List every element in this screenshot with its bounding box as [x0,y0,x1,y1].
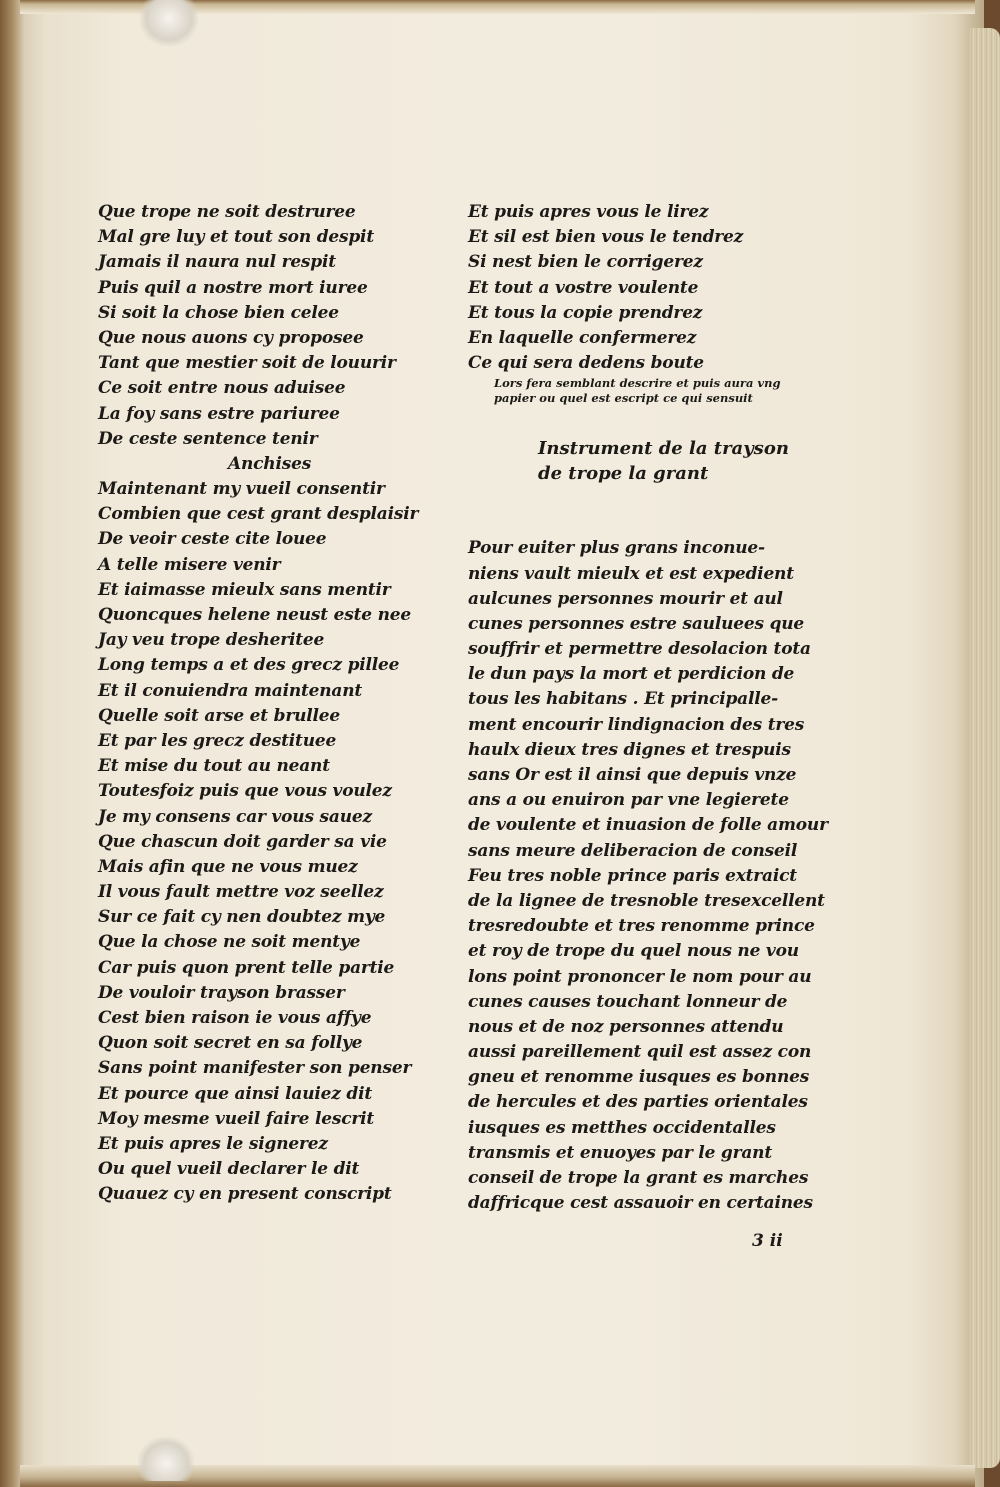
verse-line: Si nest bien le corrigerez [468,252,703,273]
verse-line: Long temps a et des grecz pillee [98,655,400,676]
verse-line: Ce soit entre nous aduisee [98,378,346,399]
verse-line: Ce qui sera dedens boute [468,353,704,374]
prose-line: ans a ou enuiron par vne legierete [468,790,789,811]
verse-line: De vouloir trayson brasser [98,982,345,1003]
prose-line: haulx dieux tres dignes et trespuis [468,739,791,760]
prose-line: lons point prononcer le nom pour au [468,966,812,987]
verse-line: Je my consens car vous sauez [98,806,372,827]
verse-line: Jay veu trope desheritee [98,630,325,651]
verse-line: Quelle soit arse et brullee [98,705,340,726]
verse-line: En laquelle confermerez [468,327,697,348]
prose-line: transmis et enuoyes par le grant [468,1142,772,1163]
prose-line: aulcunes personnes mourir et aul [468,588,783,609]
stage-direction [468,376,828,406]
verse-line: Et mise du tout au neant [98,756,330,777]
prose-line: aussi pareillement quil est assez con [468,1042,812,1063]
verse-line: Mais afin que ne vous muez [98,856,358,877]
verse-line: Que chascun doit garder sa vie [98,831,387,852]
prose-line: iusques es metthes occidentalles [468,1117,776,1138]
prose-line: cunes causes touchant lonneur de [468,991,788,1012]
prose-line: cunes personnes estre sauluees que [468,613,805,634]
verse-line: A telle misere venir [98,554,281,575]
verse-line: La foy sans estre pariuree [98,403,340,424]
verse-line: Jamais il naura nul respit [98,252,336,273]
verse-line: Car puis quon prent telle partie [98,957,395,978]
verse-line: De ceste sentence tenir [98,428,318,449]
prose-line: sans meure deliberacion de conseil [468,840,798,861]
verse-line: Quon soit secret en sa follye [98,1033,363,1054]
prose-line: nous et de noz personnes attendu [468,1016,784,1037]
verse-line: Et puis apres le signerez [98,1133,328,1154]
verse-line: Cest bien raison ie vous affye [98,1008,372,1028]
verse-line: Et iaimasse mieulx sans mentir [98,579,391,600]
verse-line: Et pource que ainsi lauiez dit [98,1083,372,1104]
title-line: de trope la grant [538,463,709,485]
verse-line: Toutesfoiz puis que vous voulez [98,781,392,802]
left-text-column [98,200,458,1208]
speaker-name: Anchises [228,453,312,474]
prose-line: Pour euiter plus grans inconue- [468,538,765,559]
book-gutter [0,0,24,1487]
verse-line: Et il conuiendra maintenant [98,680,363,701]
prose-line: Feu tres noble prince paris extraict [468,865,797,886]
verse-line: Sans point manifester son penser [98,1058,412,1079]
verse-line: Et puis apres vous le lirez [468,202,709,222]
verse-line: Combien que cest grant desplaisir [98,504,419,525]
verse-line: Et tous la copie prendrez [468,302,703,323]
verse-line: Et tout a vostre voulente [468,277,699,298]
verse-line: Moy mesme vueil faire lescrit [98,1108,375,1129]
verse-line: Ou quel vueil declarer le dit [98,1159,360,1180]
stage-direction-line: papier ou quel est escript ce qui sensuit [494,391,753,406]
verse-line: Que nous auons cy proposee [98,327,364,348]
verse-line: Que trope ne soit destruree [98,202,356,222]
title-line: Instrument de la trayson [538,438,789,460]
prose-line: tresredoubte et tres renomme prince [468,916,815,937]
prose-line: gneu et renomme iusques es bonnes [468,1067,810,1088]
stage-direction-line: Lors fera semblant descrire et puis aura vng [494,376,781,391]
page-clip-bottom [138,1437,194,1481]
verse-line: Mal gre luy et tout son despit [98,227,374,248]
verse-line: Maintenant my vueil consentir [98,479,385,500]
prose-line: de voulente et inuasion de folle amour [468,815,828,836]
verse-line: De veoir ceste cite louee [98,529,327,550]
verse-line: Tant que mestier soit de louurir [98,353,396,374]
page-fore-edge [970,28,1000,1468]
signature-mark: 3 ii [752,1231,783,1251]
verse-line: Et sil est bien vous le tendrez [468,227,744,248]
prose-paragraph [468,536,828,1216]
verse-line: Quauez cy en present conscript [98,1184,392,1205]
prose-line: de hercules et des parties orientales [468,1092,808,1113]
verse-line: Si soit la chose bien celee [98,302,339,323]
verse-line: Puis quil a nostre mort iuree [98,277,368,298]
prose-line: conseil de trope la grant es marches [468,1168,809,1188]
prose-line: ment encourir lindignacion des tres [468,714,805,735]
prose-line: souffrir et permettre desolacion tota [468,639,811,660]
verse-line: Quoncques helene neust este nee [98,605,411,625]
prose-line: de la lignee de tresnoble tresexcellent [468,890,825,911]
page-clip-top [140,0,198,46]
prose-line: daffricque cest assauoir en certaines [468,1193,813,1214]
prose-line: le dun pays la mort et perdicion de [468,664,795,685]
verse-line: Que la chose ne soit mentye [98,932,361,953]
verse-line: Et par les grecz destituee [98,730,337,751]
section-title [468,436,828,486]
prose-line: niens vault mieulx et est expedient [468,563,794,584]
prose-line: tous les habitans . Et principalle- [468,689,778,710]
prose-line: sans Or est il ainsi que depuis vnze [468,765,797,785]
verse-line: Il vous fault mettre voz seellez [98,882,384,903]
verse-line: Sur ce fait cy nen doubtez mye [98,907,386,928]
right-text-column [468,200,828,1216]
prose-line: et roy de trope du quel nous ne vou [468,941,799,962]
